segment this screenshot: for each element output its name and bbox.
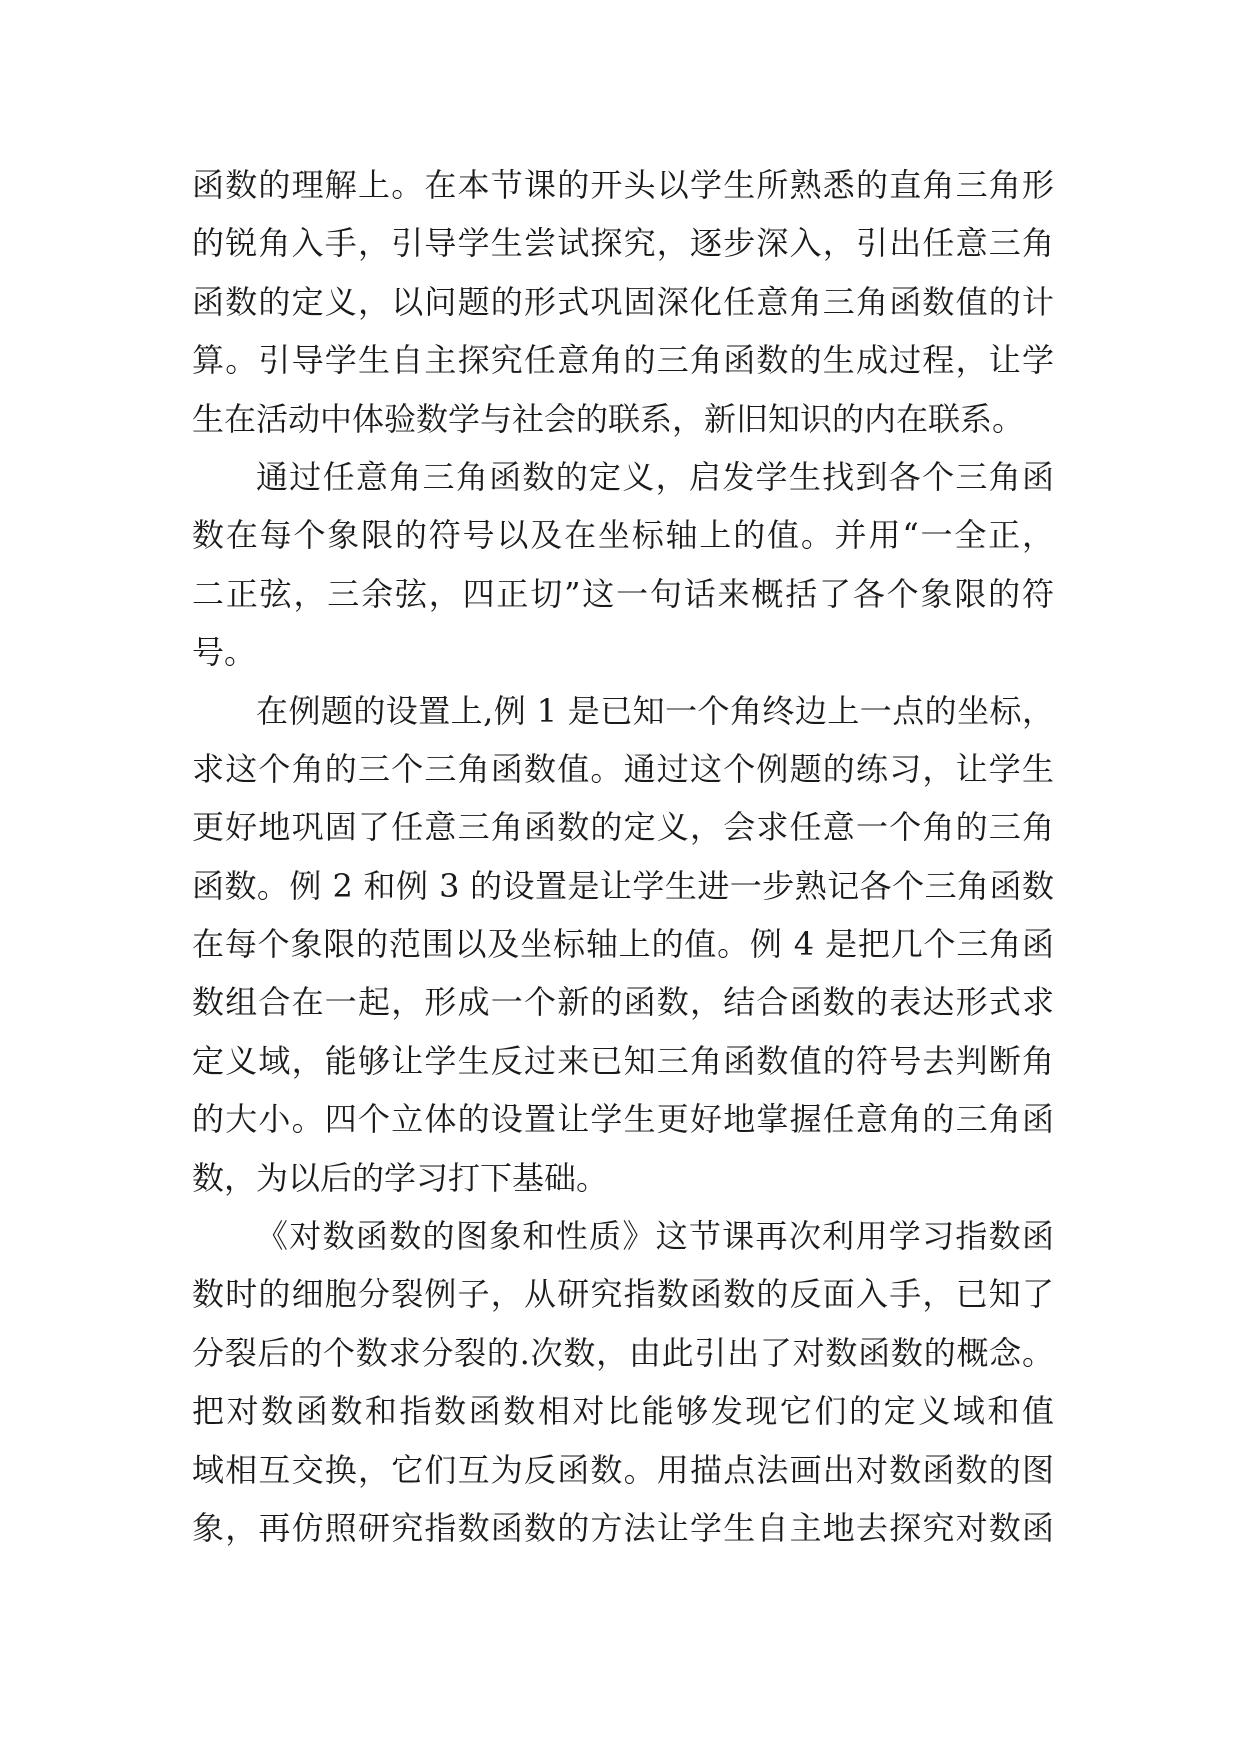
text-line: 在每个象限的范围以及坐标轴上的值。例 4 是把几个三角函 (192, 925, 1054, 964)
text-line: 的大小。四个立体的设置让学生更好地掌握任意角的三角函 (192, 1100, 1054, 1139)
text-line: 函数的定义，以问题的形式巩固深化任意角三角函数值的计 (192, 282, 1054, 321)
paragraph-4 (192, 1207, 1054, 1557)
paragraph-1 (192, 156, 1054, 448)
text-line: 通过任意角三角函数的定义，启发学生找到各个三角函 (256, 457, 1054, 496)
paragraph-2 (192, 448, 1054, 682)
text-line: 数组合在一起，形成一个新的函数，结合函数的表达形式求 (192, 983, 1054, 1022)
text-line: 号。 (192, 633, 257, 672)
text-line: 象，再仿照研究指数函数的方法让学生自主地去探究对数函 (192, 1508, 1054, 1547)
text-line: 函数的理解上。在本节课的开头以学生所熟悉的直角三角形 (192, 166, 1054, 204)
paragraph-3 (192, 682, 1054, 1208)
text-line: 函数。例 2 和例 3 的设置是让学生进一步熟记各个三角函数 (192, 866, 1054, 905)
text-line: 数，为以后的学习打下基础。 (192, 1158, 609, 1197)
text-line: 分裂后的个数求分裂的.次数，由此引出了对数函数的概念。 (192, 1333, 1054, 1372)
text-line: 生在活动中体验数学与社会的联系，新旧知识的内在联系。 (192, 399, 1025, 438)
text-line: 求这个角的三个三角函数值。通过这个例题的练习，让学生 (192, 749, 1054, 788)
text-line: 定义域，能够让学生反过来已知三角函数值的符号去判断角 (192, 1041, 1054, 1080)
text-line: 数在每个象限的符号以及在坐标轴上的值。并用“一全正， (192, 516, 1054, 555)
text-line: 数时的细胞分裂例子，从研究指数函数的反面入手，已知了 (192, 1275, 1054, 1314)
text-line: 《对数函数的图象和性质》这节课再次利用学习指数函 (256, 1217, 1054, 1256)
text-line: 更好地巩固了任意三角函数的定义，会求任意一个角的三角 (192, 808, 1054, 847)
text-line: 把对数函数和指数函数相对比能够发现它们的定义域和值 (192, 1392, 1054, 1431)
document-page (192, 156, 1054, 1557)
text-line: 二正弦，三余弦，四正切”这一句话来概括了各个象限的符 (192, 574, 1054, 613)
text-line: 的锐角入手，引导学生尝试探究，逐步深入，引出任意三角 (192, 224, 1054, 263)
text-line: 在例题的设置上,例 1 是已知一个角终边上一点的坐标， (256, 691, 1054, 730)
text-line: 域相互交换，它们互为反函数。用描点法画出对数函数的图 (192, 1450, 1054, 1489)
text-line: 算。引导学生自主探究任意角的三角函数的生成过程，让学 (192, 341, 1054, 380)
